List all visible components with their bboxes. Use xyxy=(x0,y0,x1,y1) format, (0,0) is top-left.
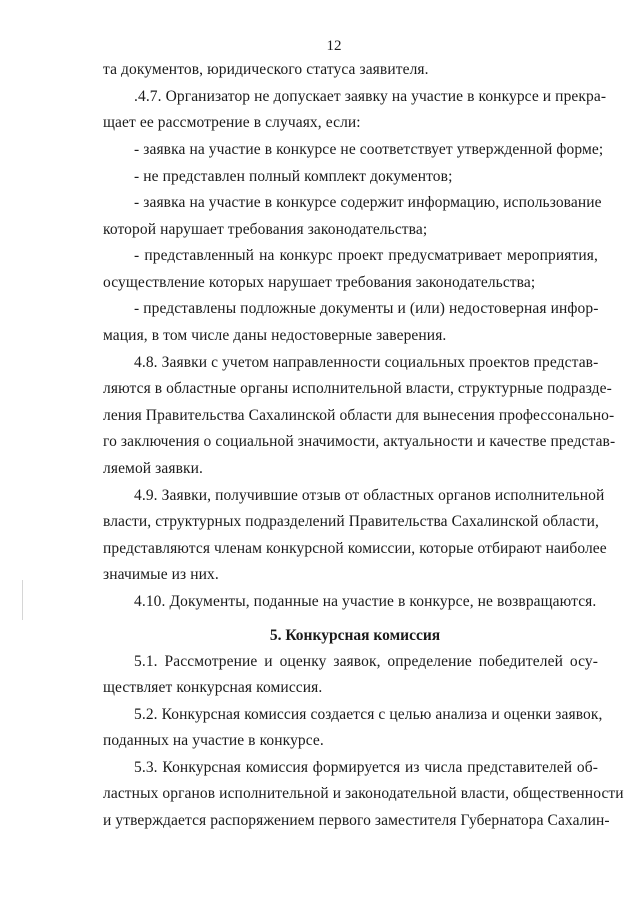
text-line: - не представлен полный комплект документов; xyxy=(134,168,453,185)
text-line: ществляет конкурсная комиссия. xyxy=(103,679,323,696)
text-line: - заявка на участие в конкурсе содержит информацию, использование xyxy=(134,194,602,211)
text-line: мация, в том числе даны недостоверные заверения. xyxy=(103,327,447,344)
page-number: 12 xyxy=(326,38,342,54)
text-line: го заключения о социальной значимости, актуальности и качестве представ- xyxy=(103,433,616,450)
text-line: - заявка на участие в конкурсе не соответствует утвержденной форме; xyxy=(134,141,604,158)
text-line: осуществление которых нарушает требования законодательства; xyxy=(103,274,536,291)
text-line: щает ее рассмотрение в случаях, если: xyxy=(103,114,361,131)
text-line: 5.1. Рассмотрение и оценку заявок, определение победителей осу- xyxy=(134,653,598,670)
text-line: - представлены подложные документы и (или) недостоверная инфор- xyxy=(134,300,599,317)
text-line: 4.9. Заявки, получившие отзыв от областных органов исполнительной xyxy=(134,487,605,504)
text-line: власти, структурных подразделений Правительства Сахалинской области, xyxy=(103,513,599,530)
text-line: которой нарушает требования законодательства; xyxy=(103,221,428,238)
text-line: значимые из них. xyxy=(103,566,219,583)
text-line: ления Правительства Сахалинской области для вынесения профессонально- xyxy=(103,407,615,424)
text-line: поданных на участие в конкурсе. xyxy=(103,732,324,749)
text-line: 5.3. Конкурсная комиссия формируется из числа представителей об- xyxy=(134,759,598,776)
text-line: та документов, юридического статуса заявителя. xyxy=(103,61,429,78)
text-line: .4.7. Организатор не допускает заявку на участие в конкурсе и прекра- xyxy=(134,88,607,105)
text-line: 4.8. Заявки с учетом направленности социальных проектов представ- xyxy=(134,354,599,371)
text-line: 4.10. Документы, поданные на участие в конкурсе, не возвращаются. xyxy=(134,593,597,610)
text-line: ляются в областные органы исполнительной власти, структурные подразде- xyxy=(103,380,612,397)
margin-scan-mark xyxy=(22,580,23,620)
section-heading: 5. Конкурсная комиссия xyxy=(269,627,441,644)
text-line: ляемой заявки. xyxy=(103,460,204,477)
text-line: представляются членам конкурсной комиссии, которые отбирают наиболее xyxy=(103,540,607,557)
text-line: 5.2. Конкурсная комиссия создается с целью анализа и оценки заявок, xyxy=(134,706,603,723)
text-line: и утверждается распоряжением первого заместителя Губернатора Сахалин- xyxy=(103,812,610,829)
text-line: - представленный на конкурс проект предусматривает мероприятия, xyxy=(134,247,598,264)
text-line: ластных органов исполнительной и законодательной власти, общественности xyxy=(103,785,624,802)
